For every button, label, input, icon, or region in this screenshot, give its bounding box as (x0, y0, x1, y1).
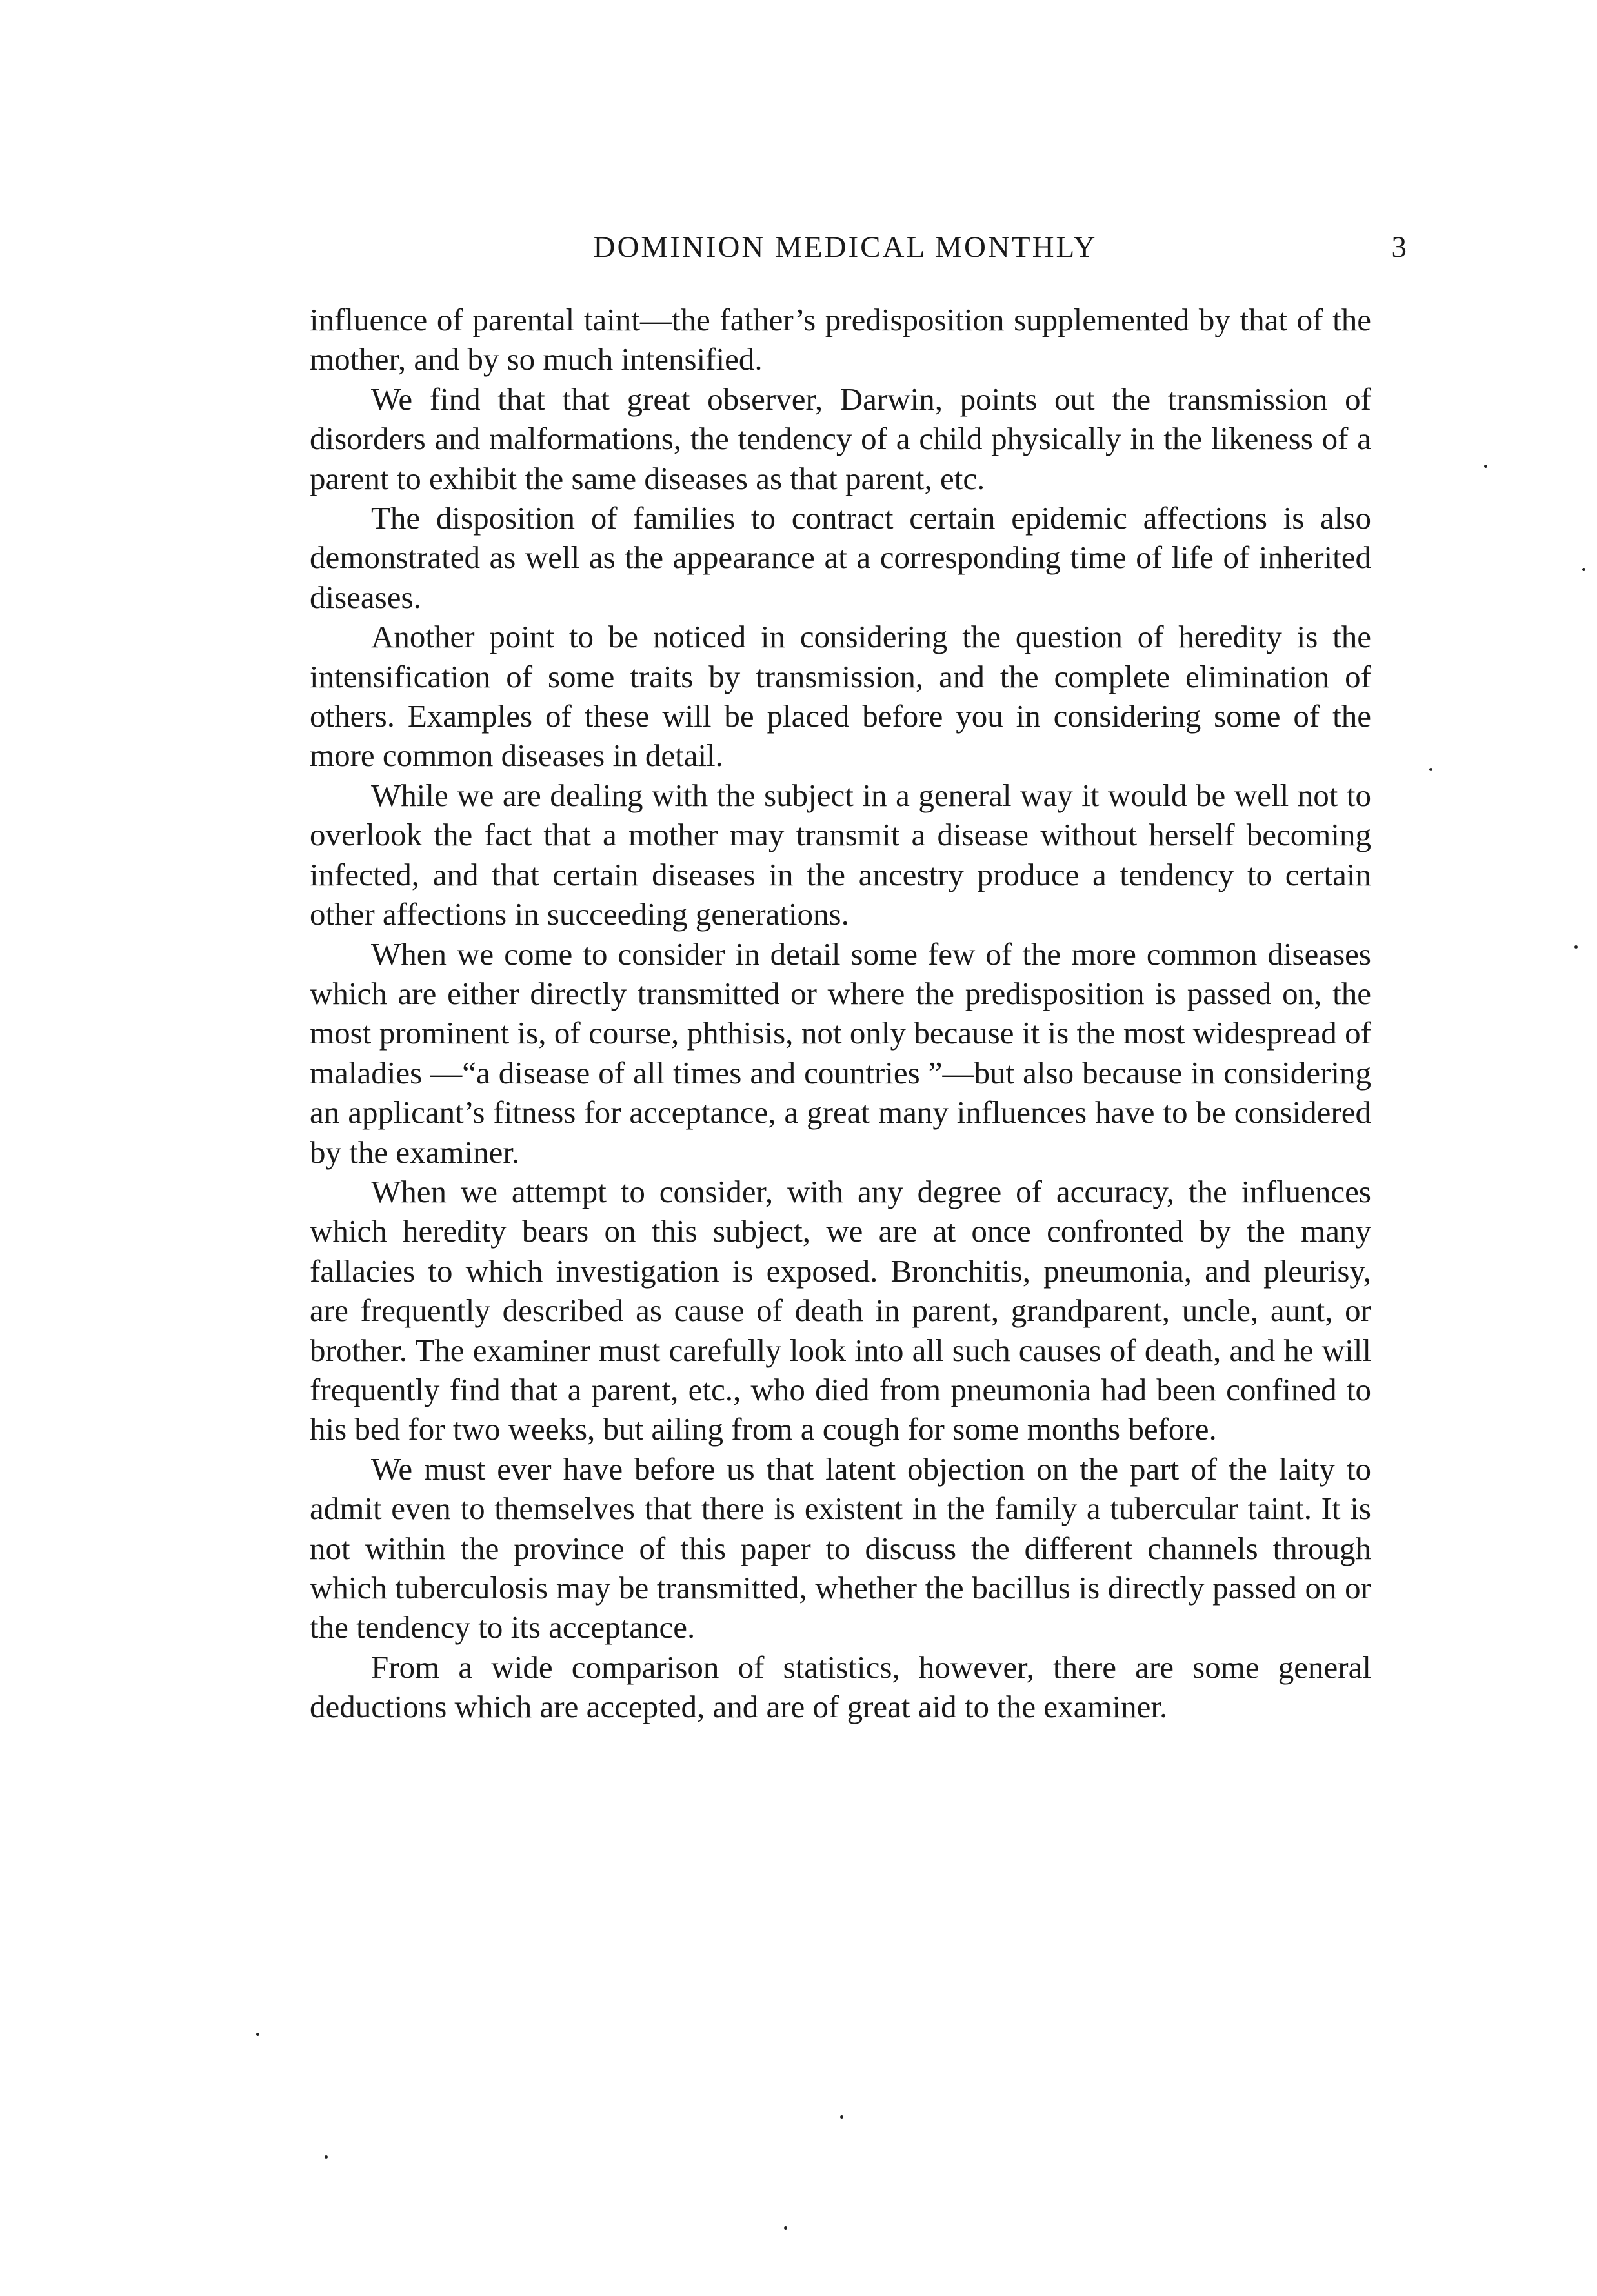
paragraph: influence of parental taint—the father’s predisposition supplemented by that of the mother, and by so much intensified. (310, 302, 1371, 378)
scan-speck (1574, 945, 1578, 949)
scan-speck (1429, 768, 1432, 771)
paragraph: We must ever have before us that latent objection on the part of the laity to admit even to themselves that there is existent in the family a tubercular taint. It is not within the province of this paper to discuss the different channels through which tuberculosis may be transmitted, whether the bacillus is directly passed on or the tendency to its acceptance. (310, 1451, 1371, 1646)
scan-speck (784, 2226, 787, 2230)
scan-speck (1484, 465, 1487, 468)
paragraph: When we come to consider in detail some few of the more common diseases which are either directly transmitted or where the predisposition is passed on, the most prominent is, of course, phthisis, not only because it is the most widespread of maladies —“a disease of all times and countries ”—but also because in considering an applicant’s fitness for acceptance, a great many influences have to be considered by the examiner. (310, 936, 1371, 1170)
body-text (310, 300, 1371, 1727)
paragraph: While we are dealing with the subject in a general way it would be well not to overlook the fact that a mother may transmit a disease without herself becoming infected, and that certain diseases in the ancestry produce a tendency to certain other affections in succeeding generations. (310, 777, 1371, 932)
paragraph: From a wide comparison of statistics, however, there are some general deductions which are accepted, and are of great aid to the examiner. (310, 1649, 1371, 1725)
scan-speck (256, 2033, 259, 2036)
paragraph: When we attempt to consider, with any degree of accuracy, the influences which heredity bears on this subject, we are at once confronted by the many fallacies to which investigation is exposed. Bronchitis, pneumonia, and pleurisy, are frequently described as cause of death in parent, grandparent, uncle, aunt, or brother. The examiner must carefully look into all such causes of death, and he will frequently find that a parent, etc., who died from pneumonia had been confined to his bed for two weeks, but ailing from a cough for some months before. (310, 1173, 1371, 1447)
page-number: 3 (1391, 230, 1407, 264)
paragraph: The disposition of families to contract certain epidemic affections is also demonstrated as well as the appearance at a corresponding time of life of inherited diseases. (310, 500, 1371, 615)
journal-title: DOMINION MEDICAL MONTHLY (593, 230, 1098, 264)
paragraph: Another point to be noticed in considering the question of heredity is the intensification of some traits by transmission, and the complete elimination of others. Examples of these will be placed before you in considering some of the more common diseases in detail. (310, 619, 1371, 774)
paragraph: We find that that great observer, Darwin, points out the transmission of disorders and malformations, the tendency of a child physically in the likeness of a parent to exhibit the same diseases as that parent, etc. (310, 381, 1371, 496)
scan-speck (325, 2155, 328, 2159)
scan-speck (840, 2115, 843, 2119)
running-head (310, 225, 1407, 270)
scan-speck (1582, 568, 1585, 571)
